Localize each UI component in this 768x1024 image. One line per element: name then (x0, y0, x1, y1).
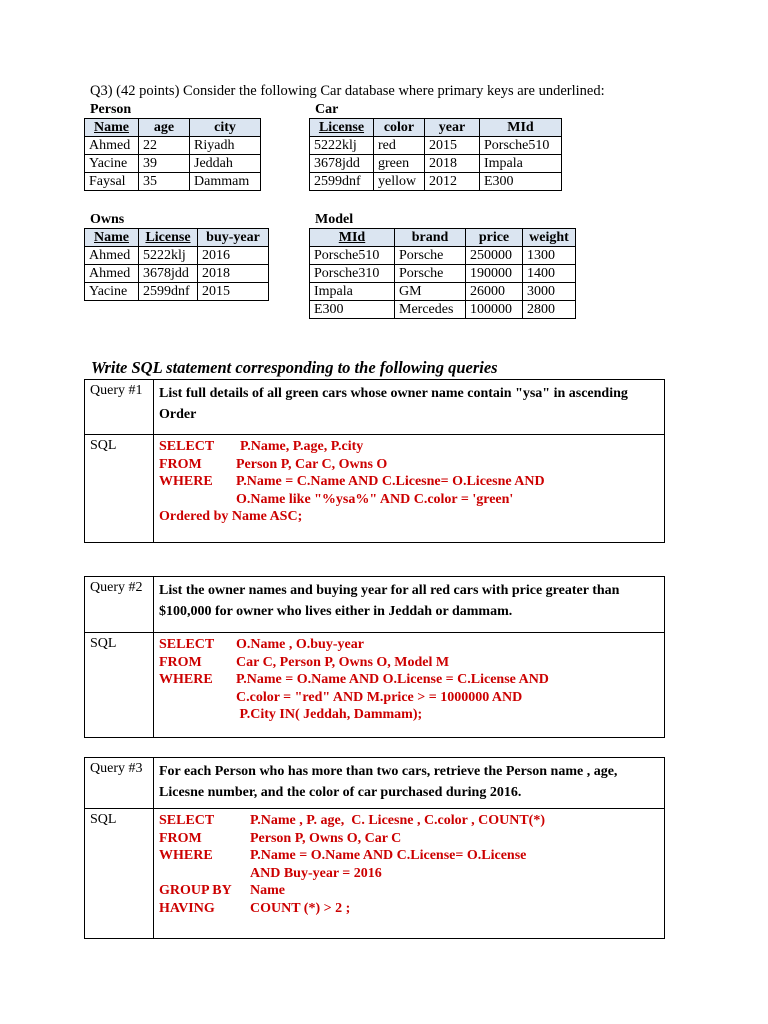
query-1-sql-label: SQL (85, 435, 154, 543)
table-row (85, 137, 261, 155)
model-header-price: price (466, 229, 523, 247)
table-cell: 2599dnf (139, 283, 198, 301)
table-cell: Impala (310, 283, 395, 301)
table-row (85, 155, 261, 173)
query-3-sql-label: SQL (85, 809, 154, 939)
owns-header-license: License (139, 229, 198, 247)
table-cell: 1400 (523, 265, 576, 283)
table-cell: 2012 (425, 173, 480, 191)
owns-table-caption: Owns (90, 212, 125, 227)
sql-clause: P.Name , P. age, C. Licesne , C.color , COUNT(*) (250, 813, 546, 828)
sql-keyword: HAVING (159, 900, 215, 916)
table-cell: Porsche (395, 247, 466, 265)
table-row (85, 247, 269, 265)
table-cell: Faysal (85, 173, 139, 191)
section-heading: Write SQL statement corresponding to the following queries (91, 358, 498, 377)
sql-clause: AND Buy-year = 2016 (250, 865, 382, 881)
car-table-caption: Car (315, 102, 339, 117)
sql-keyword (159, 865, 250, 883)
model-table-block (309, 212, 576, 319)
person-header-name: Name (85, 119, 139, 137)
sql-clause: Name (250, 883, 285, 899)
table-cell: Porsche510 (480, 137, 562, 155)
query-1-text: List full details of all green cars whose owner name contain "ysa" in ascending Order (154, 380, 665, 435)
sql-keyword: SELECT (159, 637, 215, 652)
query-2-sql (154, 633, 665, 738)
sql-clause: P.Name = O.Name AND C.License= O.License (250, 848, 527, 864)
table-cell: 3000 (523, 283, 576, 301)
table-cell: 3678jdd (310, 155, 374, 173)
table-cell: 100000 (466, 301, 523, 319)
sql-clause: P.Name = C.Name AND C.Licesne= O.Licesne AND (236, 474, 545, 490)
table-cell: 26000 (466, 283, 523, 301)
table-cell: 35 (139, 173, 190, 191)
table-row (310, 301, 576, 319)
table-row (310, 173, 562, 191)
query-1-label: Query #1 (85, 380, 154, 435)
query-1-sql (154, 435, 665, 543)
table-cell: Yacine (85, 283, 139, 301)
sql-keyword (159, 689, 236, 707)
table-cell: Mercedes (395, 301, 466, 319)
table-cell: E300 (310, 301, 395, 319)
table-cell: 2599dnf (310, 173, 374, 191)
table-cell: Ahmed (85, 247, 139, 265)
table-cell: Jeddah (190, 155, 261, 173)
car-header-color: color (374, 119, 425, 137)
sql-keyword (159, 706, 236, 724)
owns-table-block (84, 212, 269, 301)
sql-clause: O.Name , O.buy-year (236, 637, 364, 652)
table-cell: GM (395, 283, 466, 301)
person-header-age: age (139, 119, 190, 137)
sql-clause: Ordered by Name ASC; (159, 509, 303, 525)
person-table (84, 118, 261, 191)
sql-clause: P.Name = O.Name AND O.License = C.License AND (236, 672, 549, 688)
table-cell: 2018 (425, 155, 480, 173)
table-cell: Ahmed (85, 265, 139, 283)
table-cell: 2018 (198, 265, 269, 283)
sql-keyword: FROM (159, 830, 202, 846)
table-cell: 2015 (425, 137, 480, 155)
sql-keyword: SELECT (159, 813, 215, 828)
table-cell: 2800 (523, 301, 576, 319)
sql-clause: Car C, Person P, Owns O, Model M (236, 654, 450, 670)
table-row (310, 247, 576, 265)
person-header-city: city (190, 119, 261, 137)
model-header-weight: weight (523, 229, 576, 247)
owns-header-name: Name (85, 229, 139, 247)
table-row (310, 283, 576, 301)
model-table-caption: Model (315, 212, 354, 227)
query-1-table (84, 379, 665, 543)
owns-header-buy-year: buy-year (198, 229, 269, 247)
table-cell: Riyadh (190, 137, 261, 155)
table-row (85, 173, 261, 191)
query-2-sql-label: SQL (85, 633, 154, 738)
question-intro: Q3) (42 points) Consider the following Car database where primary keys are underlined: (90, 83, 605, 99)
query-2-table (84, 576, 665, 738)
query-3-label: Query #3 (85, 758, 154, 809)
table-cell: Porsche510 (310, 247, 395, 265)
sql-clause: P.Name, P.age, P.city (240, 439, 364, 454)
sql-keyword: WHERE (159, 848, 213, 864)
table-row (310, 155, 562, 173)
table-cell: 1300 (523, 247, 576, 265)
table-cell: red (374, 137, 425, 155)
car-header-license: License (310, 119, 374, 137)
query-3-text: For each Person who has more than two cars, retrieve the Person name , age, Licesne number, and the color of car purchased during 2016. (154, 758, 665, 809)
query-2-label: Query #2 (85, 577, 154, 633)
car-table-block (309, 102, 562, 191)
sql-keyword: GROUP BY (159, 883, 232, 899)
sql-keyword: FROM (159, 456, 202, 472)
table-cell: 3678jdd (139, 265, 198, 283)
table-cell: green (374, 155, 425, 173)
table-cell: Ahmed (85, 137, 139, 155)
table-cell: 2016 (198, 247, 269, 265)
table-cell: yellow (374, 173, 425, 191)
person-table-caption: Person (90, 102, 132, 117)
table-cell: Yacine (85, 155, 139, 173)
sql-clause: O.Name like "%ysa%" AND C.color = 'green' (236, 491, 514, 507)
sql-keyword (159, 491, 236, 509)
table-cell: 250000 (466, 247, 523, 265)
query-3-table (84, 757, 665, 939)
table-cell: Porsche310 (310, 265, 395, 283)
owns-table (84, 228, 269, 301)
table-cell: Impala (480, 155, 562, 173)
sql-keyword: SELECT (159, 439, 215, 454)
sql-clause: C.color = "red" AND M.price > = 1000000 AND (236, 689, 523, 705)
sql-clause: P.City IN( Jeddah, Dammam); (236, 707, 423, 723)
table-cell: 5222klj (139, 247, 198, 265)
table-cell: E300 (480, 173, 562, 191)
table-cell: Dammam (190, 173, 261, 191)
table-cell: 2015 (198, 283, 269, 301)
person-table-block (84, 102, 261, 191)
table-row (310, 265, 576, 283)
query-2-text: List the owner names and buying year for all red cars with price greater than $100,000 for owner who lives either in Jeddah or dammam. (154, 577, 665, 633)
model-header-brand: brand (395, 229, 466, 247)
query-3-sql (154, 809, 665, 939)
sql-clause: COUNT (*) > 2 ; (250, 900, 351, 916)
sql-clause: Person P, Owns O, Car C (250, 830, 402, 846)
sql-clause: Person P, Car C, Owns O (236, 456, 388, 472)
table-cell: 5222klj (310, 137, 374, 155)
table-row (85, 283, 269, 301)
table-row (310, 137, 562, 155)
sql-keyword: FROM (159, 654, 202, 670)
table-cell: Porsche (395, 265, 466, 283)
table-row (85, 265, 269, 283)
model-table (309, 228, 576, 319)
car-header-year: year (425, 119, 480, 137)
model-header-mid: MId (310, 229, 395, 247)
table-cell: 190000 (466, 265, 523, 283)
table-cell: 22 (139, 137, 190, 155)
table-cell: 39 (139, 155, 190, 173)
car-header-mid: MId (480, 119, 562, 137)
sql-keyword: WHERE (159, 474, 213, 490)
car-table (309, 118, 562, 191)
sql-keyword: WHERE (159, 672, 213, 688)
